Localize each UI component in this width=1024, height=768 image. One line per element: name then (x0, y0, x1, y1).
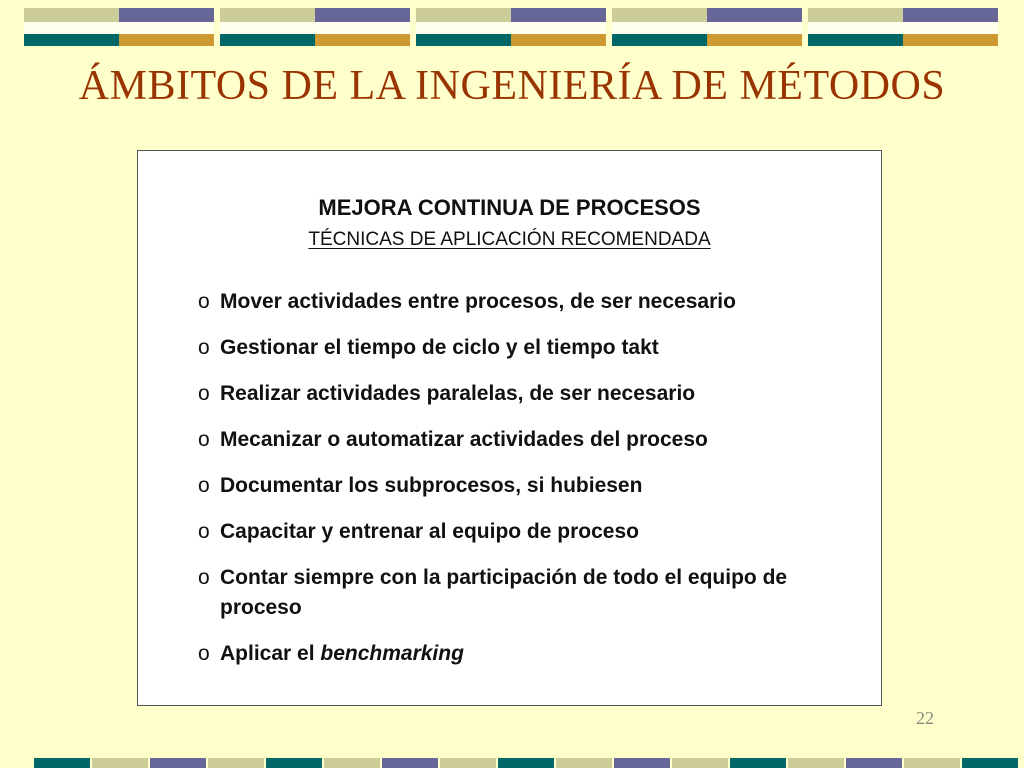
decorative-segment (92, 758, 148, 768)
decorative-segment (324, 758, 380, 768)
bullet-icon: o (198, 520, 210, 543)
list-item-text: Mecanizar o automatizar actividades del proceso (220, 428, 708, 451)
slide-title: ÁMBITOS DE LA INGENIERÍA DE MÉTODOS (78, 63, 946, 109)
list-item-emphasis: benchmarking (320, 642, 464, 665)
bullet-icon: o (198, 474, 210, 497)
decorative-tile (612, 8, 802, 46)
box-subtitle-text: TÉCNICAS DE APLICACIÓN RECOMENDADA (308, 229, 711, 250)
bottom-decorative-band (0, 758, 1024, 768)
list-item (198, 471, 858, 501)
decorative-segment (556, 758, 612, 768)
list-item (198, 425, 858, 455)
decorative-tile (808, 8, 998, 46)
decorative-segment (440, 758, 496, 768)
decorative-tile (24, 8, 214, 46)
list-item-text: Capacitar y entrenar al equipo de proceso (220, 520, 639, 543)
decorative-segment (498, 758, 554, 768)
box-subtitle (138, 229, 881, 251)
list-item-text: Realizar actividades paralelas, de ser necesario (220, 382, 696, 405)
decorative-tile (220, 8, 410, 46)
list-item (198, 287, 858, 317)
list-item-text: Mover actividades entre procesos, de ser necesario (220, 290, 736, 313)
decorative-segment (150, 758, 206, 768)
decorative-segment (730, 758, 786, 768)
bullet-icon: o (198, 336, 210, 359)
list-item (198, 639, 858, 669)
list-item (198, 517, 858, 547)
list-item-text: Documentar los subprocesos, si hubiesen (220, 474, 643, 497)
decorative-segment (266, 758, 322, 768)
decorative-segment (962, 758, 1018, 768)
decorative-tile (416, 8, 606, 46)
decorative-segment (788, 758, 844, 768)
bullet-icon: o (198, 382, 210, 405)
decorative-segment (614, 758, 670, 768)
decorative-segment (846, 758, 902, 768)
list-item (198, 379, 858, 409)
top-decorative-band (0, 0, 1024, 48)
list-item (198, 563, 858, 623)
bullet-icon: o (198, 290, 210, 313)
techniques-list (198, 287, 858, 685)
list-item-text: Gestionar el tiempo de ciclo y el tiempo takt (220, 336, 659, 359)
bullet-icon: o (198, 428, 210, 451)
decorative-segment (904, 758, 960, 768)
box-title: MEJORA CONTINUA DE PROCESOS (318, 195, 701, 220)
list-item-text: Contar siempre con la participación de todo el equipo de proceso (220, 566, 788, 619)
decorative-segment (672, 758, 728, 768)
content-box (137, 150, 882, 706)
bullet-icon: o (198, 642, 210, 665)
decorative-segment (208, 758, 264, 768)
page-number: 22 (916, 708, 934, 728)
decorative-segment (382, 758, 438, 768)
decorative-segment (34, 758, 90, 768)
list-item-text: Aplicar el (220, 642, 321, 665)
list-item (198, 333, 858, 363)
bullet-icon: o (198, 566, 210, 589)
